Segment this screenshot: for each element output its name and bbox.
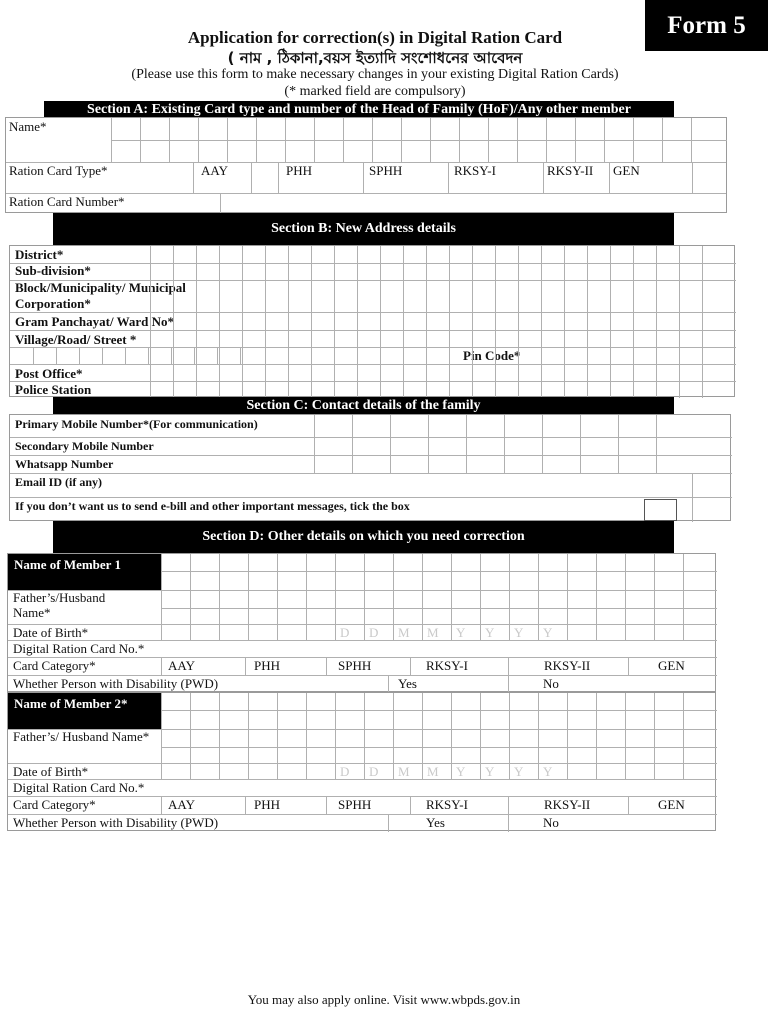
- member1-name-label: Name of Member 1: [8, 554, 161, 590]
- grid-line: [193, 162, 194, 193]
- grid-line: [10, 263, 736, 264]
- grid-line: [277, 693, 278, 779]
- grid-line: [702, 246, 703, 398]
- grid-line: [372, 118, 373, 162]
- grid-line: [517, 118, 518, 162]
- grid-line: [161, 675, 717, 676]
- grid-line: [220, 193, 221, 214]
- member2-grid: [7, 692, 716, 831]
- form-subtitle-bengali: ( নাম , ঠিকানা,বয়স ইত্যাদি সংশোধনের আবেদন: [227, 49, 523, 67]
- grid-line: [161, 729, 717, 730]
- grid-line: [161, 796, 162, 814]
- grid-line: [449, 246, 450, 398]
- grid-line: [161, 554, 162, 640]
- card-type-option: AAY: [201, 163, 228, 178]
- grid-line: [10, 312, 736, 313]
- grid-line: [10, 364, 736, 365]
- gram-panchayat-label: Gram Panchayat/ Ward No*: [15, 314, 175, 329]
- grid-line: [628, 657, 629, 675]
- member1-dob-placeholder: Y: [543, 625, 553, 640]
- grid-line: [609, 162, 610, 193]
- member2-dob-placeholder: D: [369, 764, 379, 779]
- member2-category-option: PHH: [254, 797, 281, 812]
- card-type-option: RKSY-II: [547, 163, 594, 178]
- grid-line: [190, 693, 191, 779]
- grid-line: [633, 246, 634, 398]
- grid-line: [683, 554, 684, 640]
- grid-line: [472, 246, 473, 398]
- grid-line: [363, 162, 364, 193]
- grid-line: [390, 415, 391, 473]
- grid-line: [311, 246, 312, 398]
- grid-line: [198, 118, 199, 162]
- member1-pwd-label: Whether Person with Disability (PWD): [13, 676, 219, 691]
- grid-line: [248, 693, 249, 779]
- grid-line: [56, 347, 57, 364]
- grid-line: [508, 796, 509, 814]
- member2-name-label: Name of Member 2*: [8, 693, 161, 729]
- grid-line: [628, 796, 629, 814]
- grid-line: [196, 246, 197, 398]
- grid-line: [245, 657, 246, 675]
- grid-line: [326, 657, 327, 675]
- section-c-header: Section C: Contact details of the family: [53, 397, 674, 414]
- grid-line: [683, 693, 684, 779]
- member1-dob-placeholder: Y: [514, 625, 524, 640]
- grid-line: [451, 693, 452, 779]
- grid-line: [633, 118, 634, 162]
- grid-line: [161, 657, 162, 675]
- grid-line: [542, 415, 543, 473]
- grid-line: [8, 763, 161, 764]
- grid-line: [393, 554, 394, 640]
- grid-line: [285, 118, 286, 162]
- grid-line: [265, 246, 266, 398]
- grid-line: [364, 554, 365, 640]
- grid-line: [278, 162, 279, 193]
- police-station-label: Police Station: [15, 382, 92, 397]
- grid-line: [161, 624, 717, 625]
- footer-online-note: You may also apply online. Visit www.wbpds.gov.in: [247, 992, 521, 1007]
- grid-line: [161, 814, 717, 815]
- primary-mobile-label: Primary Mobile Number*(For communication): [15, 417, 258, 431]
- ebill-optout-label: If you don’t want us to send e-bill and other important messages, tick the box: [15, 499, 410, 513]
- member2-pwd-yes: Yes: [426, 815, 445, 830]
- grid-line: [10, 455, 732, 456]
- section-b-grid: [9, 245, 735, 397]
- member1-category-option: SPHH: [338, 658, 372, 673]
- grid-line: [679, 246, 680, 398]
- grid-line: [410, 796, 411, 814]
- secondary-mobile-label: Secondary Mobile Number: [15, 439, 154, 453]
- grid-line: [161, 763, 717, 764]
- grid-line: [111, 140, 727, 141]
- ebill-optout-checkbox[interactable]: [644, 499, 677, 521]
- card-type-option: GEN: [613, 163, 640, 178]
- grid-line: [161, 693, 162, 779]
- member2-category-option: RKSY-I: [426, 797, 468, 812]
- ration-card-number-label: Ration Card Number*: [9, 194, 125, 209]
- grid-line: [335, 693, 336, 779]
- member1-category-option: PHH: [254, 658, 281, 673]
- grid-line: [8, 640, 161, 641]
- member1-dob-placeholder: D: [340, 625, 350, 640]
- member1-pwd-no: No: [543, 676, 559, 691]
- member2-category-option: GEN: [658, 797, 685, 812]
- grid-line: [495, 246, 496, 398]
- grid-line: [314, 118, 315, 162]
- grid-line: [388, 675, 389, 693]
- grid-line: [161, 608, 717, 609]
- grid-line: [10, 280, 736, 281]
- block-label-line1: Block/Municipality/ Municipal: [15, 280, 186, 295]
- grid-line: [567, 554, 568, 640]
- grid-line: [173, 246, 174, 398]
- grid-line: [171, 347, 172, 364]
- email-label: Email ID (if any): [15, 475, 102, 489]
- member2-category-label: Card Category*: [13, 797, 96, 812]
- grid-line: [10, 497, 732, 498]
- grid-line: [240, 347, 241, 364]
- member1-dob-label: Date of Birth*: [13, 625, 89, 640]
- grid-line: [306, 554, 307, 640]
- member2-pwd-label: Whether Person with Disability (PWD): [13, 815, 219, 830]
- grid-line: [194, 347, 195, 364]
- grid-line: [543, 162, 544, 193]
- grid-line: [10, 330, 736, 331]
- grid-line: [564, 246, 565, 398]
- village-road-label: Village/Road/ Street *: [15, 332, 137, 347]
- member2-dob-placeholder: M: [427, 764, 439, 779]
- member2-dob-placeholder: Y: [543, 764, 553, 779]
- grid-line: [654, 693, 655, 779]
- member2-card-no-label: Digital Ration Card No.*: [13, 780, 145, 795]
- grid-line: [33, 347, 34, 364]
- grid-line: [428, 415, 429, 473]
- grid-line: [567, 693, 568, 779]
- grid-line: [625, 554, 626, 640]
- grid-line: [219, 554, 220, 640]
- grid-line: [509, 693, 510, 779]
- grid-line: [161, 747, 717, 748]
- member1-dob-placeholder: M: [398, 625, 410, 640]
- grid-line: [150, 246, 151, 398]
- member1-dob-placeholder: D: [369, 625, 379, 640]
- grid-line: [488, 118, 489, 162]
- grid-line: [610, 246, 611, 398]
- grid-line: [401, 118, 402, 162]
- compulsory-note: (* marked field are compulsory): [284, 84, 466, 99]
- grid-line: [148, 347, 149, 364]
- grid-line: [625, 693, 626, 779]
- name-label: Name*: [9, 119, 47, 134]
- grid-line: [161, 779, 717, 780]
- grid-line: [422, 554, 423, 640]
- grid-line: [10, 437, 732, 438]
- grid-line: [596, 554, 597, 640]
- card-type-option: RKSY-I: [454, 163, 496, 178]
- section-a-header: Section A: Existing Card type and number of the Head of Family (HoF)/Any other member: [44, 101, 674, 118]
- member2-dob-placeholder: Y: [456, 764, 466, 779]
- section-b-header: Section B: New Address details: [53, 213, 674, 245]
- grid-line: [587, 246, 588, 398]
- grid-line: [430, 118, 431, 162]
- grid-line: [508, 814, 509, 832]
- grid-line: [692, 162, 693, 193]
- grid-line: [161, 590, 717, 591]
- grid-line: [306, 693, 307, 779]
- member2-father-label: Father’s/ Husband Name*: [13, 729, 150, 744]
- section-c-grid: [9, 414, 731, 521]
- grid-line: [169, 118, 170, 162]
- grid-line: [161, 571, 717, 572]
- grid-line: [656, 246, 657, 398]
- grid-line: [8, 657, 161, 658]
- grid-line: [538, 693, 539, 779]
- grid-line: [140, 118, 141, 162]
- member1-dob-placeholder: M: [427, 625, 439, 640]
- post-office-label: Post Office*: [15, 366, 83, 381]
- member2-dob-label: Date of Birth*: [13, 764, 89, 779]
- grid-line: [518, 246, 519, 398]
- grid-line: [352, 415, 353, 473]
- grid-line: [8, 796, 161, 797]
- grid-line: [692, 473, 693, 522]
- grid-line: [618, 415, 619, 473]
- member1-category-option: AAY: [168, 658, 195, 673]
- grid-line: [10, 347, 736, 348]
- grid-line: [161, 640, 717, 641]
- grid-line: [541, 246, 542, 398]
- grid-line: [8, 779, 161, 780]
- section-a-grid: [5, 117, 727, 213]
- sub-division-label: Sub-division*: [15, 263, 91, 278]
- ration-card-type-label: Ration Card Type*: [9, 163, 108, 178]
- district-label: District*: [15, 247, 64, 262]
- grid-line: [393, 693, 394, 779]
- grid-line: [277, 554, 278, 640]
- member2-dob-placeholder: D: [340, 764, 350, 779]
- grid-line: [102, 347, 103, 364]
- grid-line: [190, 554, 191, 640]
- grid-line: [125, 347, 126, 364]
- form-title: Application for correction(s) in Digital Ration Card: [187, 28, 563, 47]
- member1-dob-placeholder: Y: [485, 625, 495, 640]
- whatsapp-label: Whatsapp Number: [15, 457, 114, 471]
- grid-line: [314, 415, 315, 473]
- grid-line: [251, 162, 252, 193]
- grid-line: [248, 554, 249, 640]
- grid-line: [256, 118, 257, 162]
- member1-category-label: Card Category*: [13, 658, 96, 673]
- member2-category-option: AAY: [168, 797, 195, 812]
- section-d-header: Section D: Other details on which you need correction: [53, 521, 674, 553]
- grid-line: [691, 118, 692, 162]
- grid-line: [245, 796, 246, 814]
- grid-line: [8, 729, 161, 730]
- grid-line: [380, 246, 381, 398]
- member2-category-option: SPHH: [338, 797, 372, 812]
- grid-line: [480, 693, 481, 779]
- grid-line: [8, 814, 161, 815]
- grid-line: [288, 246, 289, 398]
- grid-line: [546, 118, 547, 162]
- grid-line: [451, 554, 452, 640]
- grid-line: [335, 554, 336, 640]
- grid-line: [8, 590, 161, 591]
- member2-dob-placeholder: Y: [485, 764, 495, 779]
- grid-line: [508, 657, 509, 675]
- card-type-option: PHH: [286, 163, 313, 178]
- grid-line: [426, 246, 427, 398]
- grid-line: [410, 657, 411, 675]
- member1-father-label-line1: Father’s/Husband: [13, 590, 106, 605]
- member2-dob-placeholder: Y: [514, 764, 524, 779]
- grid-line: [504, 415, 505, 473]
- pin-code-label: Pin Code*: [463, 348, 521, 363]
- grid-line: [79, 347, 80, 364]
- grid-line: [326, 796, 327, 814]
- grid-line: [242, 246, 243, 398]
- grid-line: [459, 118, 460, 162]
- grid-line: [161, 710, 717, 711]
- grid-line: [8, 624, 161, 625]
- form-instruction: (Please use this form to make necessary changes in your existing Digital Ration Cards): [131, 67, 619, 82]
- member1-father-label-line2: Name*: [13, 605, 51, 620]
- grid-line: [509, 554, 510, 640]
- member2-category-option: RKSY-II: [544, 797, 591, 812]
- grid-line: [219, 693, 220, 779]
- grid-line: [227, 118, 228, 162]
- grid-line: [403, 246, 404, 398]
- form-number-badge: Form 5: [645, 0, 768, 51]
- grid-line: [656, 415, 657, 473]
- grid-line: [357, 246, 358, 398]
- member2-pwd-no: No: [543, 815, 559, 830]
- grid-line: [219, 246, 220, 398]
- grid-line: [466, 415, 467, 473]
- member1-category-option: GEN: [658, 658, 685, 673]
- grid-line: [343, 118, 344, 162]
- grid-line: [662, 118, 663, 162]
- member1-category-option: RKSY-I: [426, 658, 468, 673]
- grid-line: [448, 162, 449, 193]
- grid-line: [364, 693, 365, 779]
- member1-card-no-label: Digital Ration Card No.*: [13, 641, 145, 656]
- grid-line: [388, 814, 389, 832]
- grid-line: [422, 693, 423, 779]
- member1-grid: [7, 553, 716, 692]
- member1-category-option: RKSY-II: [544, 658, 591, 673]
- grid-line: [10, 473, 732, 474]
- grid-line: [10, 381, 736, 382]
- grid-line: [480, 554, 481, 640]
- grid-line: [111, 118, 112, 162]
- grid-line: [580, 415, 581, 473]
- block-label-line2: Corporation*: [15, 296, 91, 311]
- grid-line: [596, 693, 597, 779]
- member1-pwd-yes: Yes: [398, 676, 417, 691]
- grid-line: [538, 554, 539, 640]
- member1-dob-placeholder: Y: [456, 625, 466, 640]
- member2-dob-placeholder: M: [398, 764, 410, 779]
- grid-line: [575, 118, 576, 162]
- grid-line: [217, 347, 218, 364]
- card-type-option: SPHH: [369, 163, 403, 178]
- grid-line: [334, 246, 335, 398]
- grid-line: [654, 554, 655, 640]
- grid-line: [508, 675, 509, 693]
- grid-line: [604, 118, 605, 162]
- grid-line: [8, 675, 161, 676]
